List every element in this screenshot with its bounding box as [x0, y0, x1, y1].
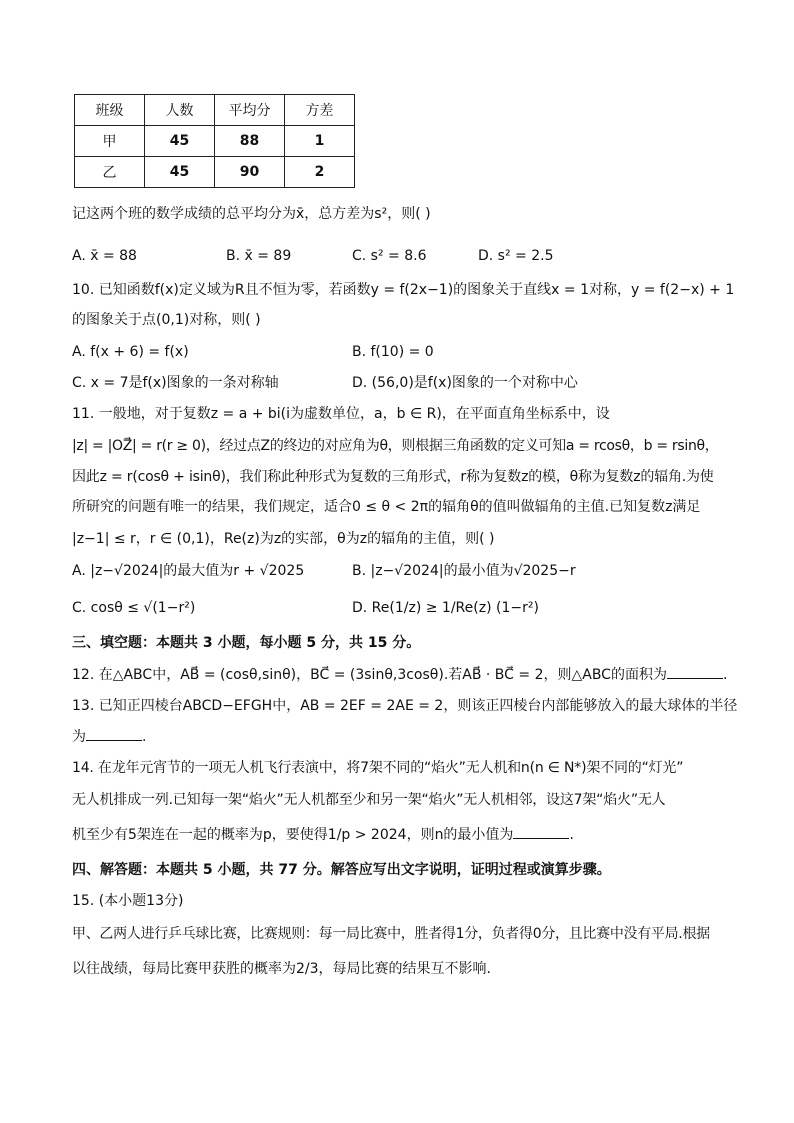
- q15-line-2: 以往战绩，每局比赛甲获胜的概率为2/3，每局比赛的结果互不影响.: [72, 961, 491, 977]
- q10-line-1: 10. 已知函数f(x)定义域为R且不恒为零，若函数y = f(2x−1)的图象关于直线x = 1对称，y = f(2−x) + 1: [72, 282, 735, 298]
- q13-line-1: 13. 已知正四棱台ABCD−EFGH中，AB = 2EF = 2AE = 2，则该正四棱台内部能够放入的最大球体的半径: [72, 698, 738, 714]
- q14-stem-end: 机至少有5架连在一起的概率为p，要使得1/p > 2024，则n的最小值为: [72, 827, 514, 843]
- q11-line-1: 11. 一般地，对于复数z = a + bi(i为虚数单位，a，b ∈ R)，在平面直角坐标系中，设: [72, 406, 610, 422]
- q9-option-d: D. s² = 2.5: [478, 248, 554, 264]
- table-cell: 88: [215, 126, 285, 157]
- table-cell: 甲: [75, 126, 145, 157]
- q10-option-a: A. f(x + 6) = f(x): [72, 344, 189, 360]
- q11-line-5: |z−1| ≤ r，r ∈ (0,1)，Re(z)为z的实部，θ为z的辐角的主值，则( ): [72, 531, 495, 547]
- q10-line-2: 的图象关于点(0,1)对称，则( ): [72, 312, 261, 328]
- score-table: [74, 94, 355, 188]
- section-3-heading: 三、填空题：本题共 3 小题，每小题 5 分，共 15 分。: [72, 635, 421, 651]
- q12-stem: 12. 在△ABC中，AB⃗ = (cosθ,sinθ)，BC⃗ = (3sinθ,3cosθ).若AB⃗ · BC⃗ = 2，则△ABC的面积为: [72, 667, 667, 683]
- answer-blank: [513, 824, 569, 839]
- table-cell: 45: [145, 126, 215, 157]
- table-row: [75, 157, 355, 188]
- q14-line-2: 无人机排成一列.已知每一架“焰火”无人机都至少和另一架“焰火”无人机相邻，设这7架“焰火”无人: [72, 792, 666, 808]
- q11-line-3: 因此z = r(cosθ + isinθ)，我们称此种形式为复数的三角形式，r称为复数z的模，θ称为复数z的辐角.为使: [72, 469, 714, 485]
- q15-heading: 15. (本小题13分): [72, 893, 184, 909]
- table-header: 班级: [75, 95, 145, 126]
- table-header: 人数: [145, 95, 215, 126]
- table-cell: 2: [285, 157, 355, 188]
- q10-option-d: D. (56,0)是f(x)图象的一个对称中心: [352, 375, 578, 391]
- answer-blank: [667, 664, 723, 679]
- table-cell: 90: [215, 157, 285, 188]
- q9-option-a: A. x̄ = 88: [72, 248, 137, 264]
- q13-stem-end: 为: [72, 729, 86, 745]
- q11-line-2: |z| = |OZ⃗| = r(r ≥ 0)，经过点Z的终边的对应角为θ，则根据三角函数的定义可知a = rcosθ，b = rsinθ，: [72, 438, 719, 454]
- q15-line-1: 甲、乙两人进行乒乓球比赛，比赛规则：每一局比赛中，胜者得1分，负者得0分，且比赛中没有平局.根据: [72, 926, 710, 942]
- table-header: 平均分: [215, 95, 285, 126]
- table-header: 方差: [285, 95, 355, 126]
- q10-option-c: C. x = 7是f(x)图象的一条对称轴: [72, 375, 279, 391]
- table-cell: 1: [285, 126, 355, 157]
- q9-stem: 记这两个班的数学成绩的总平均分为x̄，总方差为s²，则( ): [72, 206, 431, 222]
- table-cell: 45: [145, 157, 215, 188]
- q11-option-b: B. |z−√2024|的最小值为√2025−r: [352, 563, 576, 579]
- q11-option-d: D. Re(1/z) ≥ 1/Re(z) (1−r²): [352, 600, 539, 616]
- table-row: [75, 126, 355, 157]
- table-cell: 乙: [75, 157, 145, 188]
- q9-option-b: B. x̄ = 89: [226, 248, 292, 264]
- q11-option-a: A. |z−√2024|的最大值为r + √2025: [72, 563, 305, 579]
- q10-option-b: B. f(10) = 0: [352, 344, 434, 360]
- section-4-heading: 四、解答题：本题共 5 小题，共 77 分。解答应写出文字说明，证明过程或演算步骤。: [72, 862, 611, 878]
- answer-blank: [86, 726, 142, 741]
- q9-option-c: C. s² = 8.6: [352, 248, 427, 264]
- q13-line-2: 为 .: [72, 726, 146, 747]
- q14-line-3: 机至少有5架连在一起的概率为p，要使得1/p > 2024，则n的最小值为 .: [72, 824, 574, 845]
- q14-line-1: 14. 在龙年元宵节的一项无人机飞行表演中，将7架不同的“焰火”无人机和n(n ∈ N*)架不同的“灯光”: [72, 760, 684, 776]
- q12-text: 12. 在△ABC中，AB⃗ = (cosθ,sinθ)，BC⃗ = (3sinθ,3cosθ).若AB⃗ · BC⃗ = 2，则△ABC的面积为 .: [72, 664, 727, 685]
- q11-option-c: C. cosθ ≤ √(1−r²): [72, 600, 196, 616]
- q11-line-4: 所研究的问题有唯一的结果，我们规定，适合0 ≤ θ < 2π的辐角θ的值叫做辐角的主值.已知复数z满足: [72, 499, 701, 515]
